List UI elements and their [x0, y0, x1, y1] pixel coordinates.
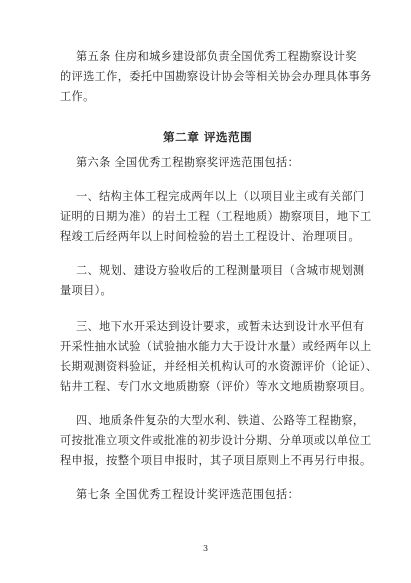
article-6-item-2-line-1: 二、规划、建设方验收后的工程测量项目（含城市规划测	[76, 264, 365, 277]
article-6-item-1-line-1: 一、结构主体工程完成两年以上（以项目业主或有关部门	[76, 190, 365, 203]
article-6-item-4-line-1: 四、地质条件复杂的大型水利、铁道、公路等工程勘察，	[76, 414, 365, 427]
article-6-intro: 第六条 全国优秀工程勘察奖评选范围包括：	[76, 156, 300, 169]
article-5-line-2: 的评选工作，委托中国勘察设计协会等相关协会办理具体事务	[60, 70, 372, 83]
article-6-item-4-line-2: 可按批准立项文件或批准的初步设计分期、分单项或以单位工	[60, 434, 372, 447]
article-5-line-3: 工作。	[60, 90, 95, 103]
article-6-item-1-line-2: 证明的日期为准）的岩土工程（工程地质）勘察项目，地下工	[60, 210, 372, 223]
article-6-item-3-line-3: 长期观测资料验证，并经相关机构认可的水资源评价（论证）、	[60, 360, 378, 373]
article-5-line-1: 第五条 住房和城乡建设部负责全国优秀工程勘察设计奖	[76, 50, 357, 63]
article-6-item-4-line-3: 程申报，按整个项目申报时，其子项目原则上不再另行申报。	[60, 454, 372, 467]
article-6-item-1-line-3: 程竣工后经两年以上时间检验的岩土工程设计、治理项目。	[60, 230, 360, 243]
article-6-item-3-line-1: 三、地下水开采达到设计要求，或暂未达到设计水平但有	[76, 320, 365, 333]
article-6-item-3-line-4: 钻井工程、专门水文地质勘察（评价）等水文地质勘察项目。	[60, 380, 372, 393]
article-6-item-2-line-2: 量项目）。	[60, 284, 113, 297]
article-7-intro: 第七条 全国优秀工程设计奖评选范围包括：	[76, 488, 300, 501]
article-6-item-3-line-2: 开采性抽水试验（试验抽水能力大于设计水量）或经两年以上	[60, 340, 372, 353]
page-number: 3	[203, 544, 209, 553]
chapter-2-title: 第二章 评选范围	[163, 130, 253, 144]
